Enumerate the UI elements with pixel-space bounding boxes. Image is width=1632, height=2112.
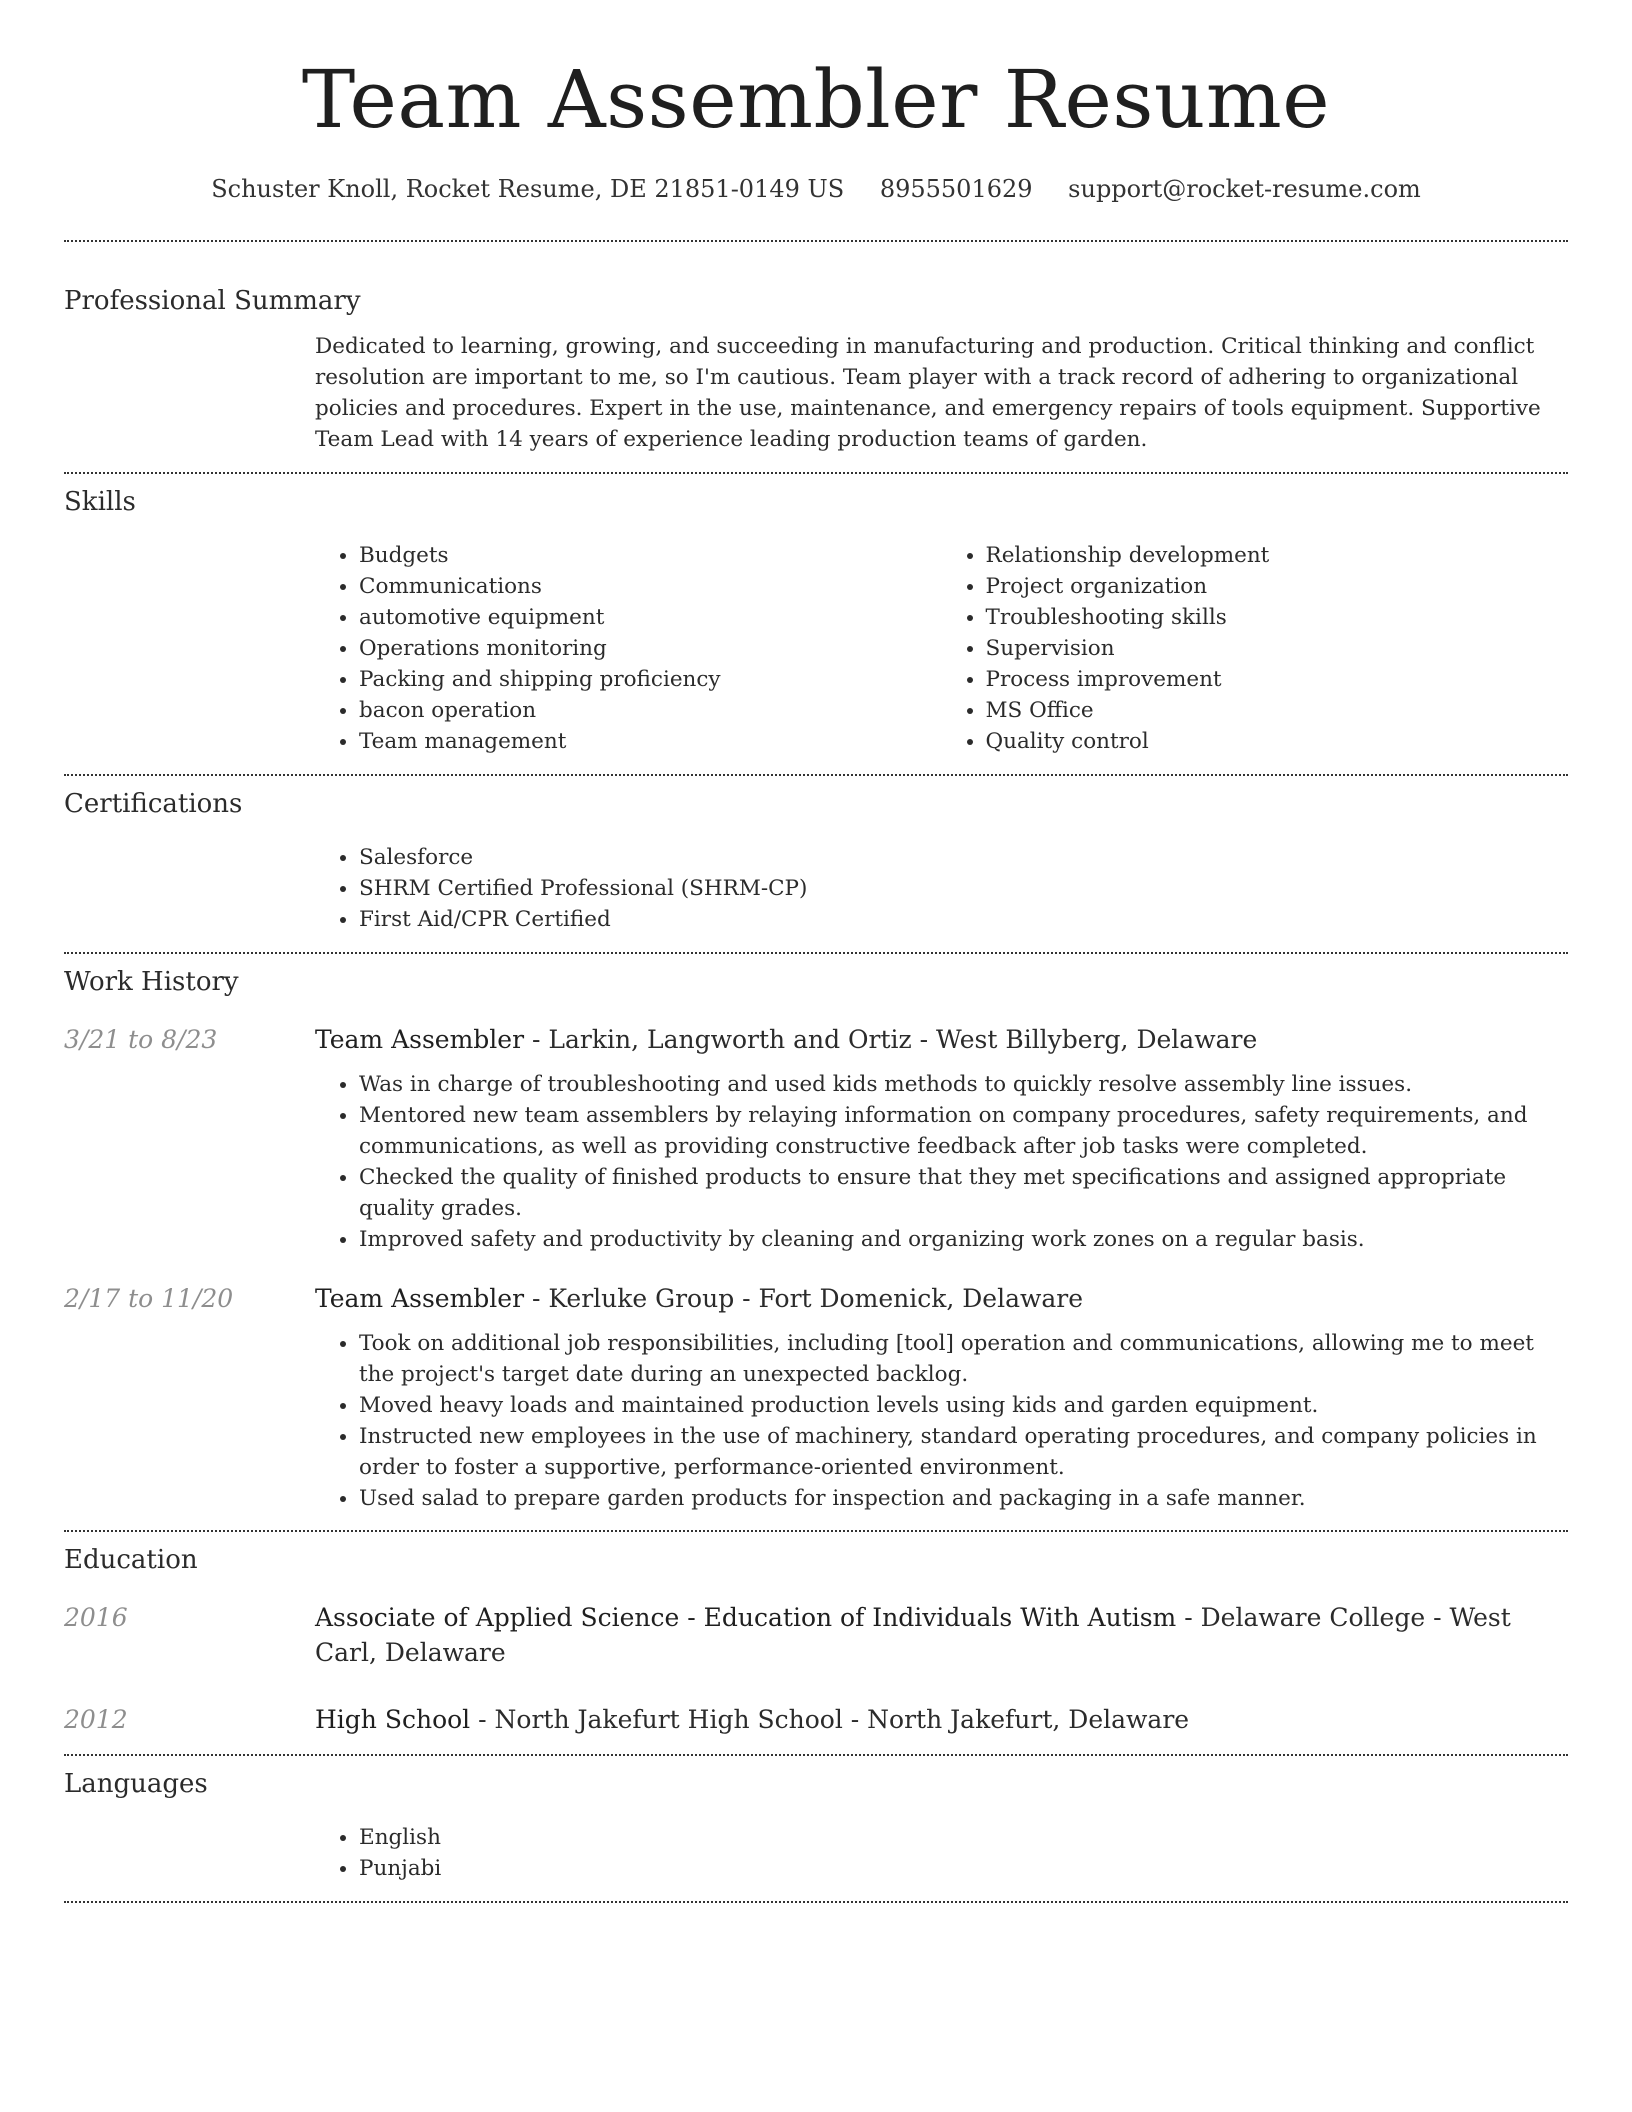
list-item: • Team management: [359, 726, 942, 757]
list-item: • Packing and shipping proficiency: [359, 664, 942, 695]
summary-section: [64, 285, 1568, 455]
summary-heading: Professional Summary: [64, 286, 361, 316]
work-history-heading: Work History: [64, 967, 239, 997]
section-divider: [64, 1530, 1568, 1532]
section-divider: [64, 1901, 1568, 1903]
section-divider: [64, 952, 1568, 954]
contact-line: [64, 174, 1568, 204]
job-bullets: [315, 1328, 1568, 1514]
list-item: • Took on additional job responsibilities, including [tool] operation and communications, allowing me to meet the project's target date during an unexpected backlog.: [359, 1328, 1568, 1390]
list-item: • Was in charge of troubleshooting and used kids methods to quickly resolve assembly line issues.: [359, 1069, 1568, 1100]
job-company: - Kerluke Group - Fort Domenick, Delaware: [524, 1284, 1084, 1313]
list-item: • Checked the quality of finished products to ensure that they met specifications and assigned appropriate quality grades.: [359, 1162, 1568, 1224]
contact-address: Schuster Knoll, Rocket Resume, DE 21851-0149 US: [211, 175, 845, 203]
job-bullets: [315, 1069, 1568, 1255]
resume-page: [64, 0, 1568, 1903]
certifications-list: [315, 842, 1568, 935]
education-heading-line: [315, 1600, 1568, 1670]
skills-column-left: [315, 540, 942, 757]
list-item: • Mentored new team assemblers by relaying information on company procedures, safety requirements, and communications, as well as providing constructive feedback after job tasks were completed.: [359, 1100, 1568, 1162]
education-school: - North Jakefurt High School - North Jakefurt, Delaware: [470, 1705, 1190, 1734]
job-title: Team Assembler: [315, 1284, 525, 1313]
list-item: • automotive equipment: [359, 602, 942, 633]
list-item: • Moved heavy loads and maintained production levels using kids and garden equipment.: [359, 1390, 1568, 1421]
languages-heading: Languages: [64, 1769, 208, 1799]
contact-email: support@rocket-resume.com: [1068, 175, 1421, 203]
education-entry: [64, 1702, 1568, 1737]
education-degree: Associate of Applied Science - Education of Individuals With Autism: [315, 1603, 1177, 1632]
list-item: • SHRM Certified Professional (SHRM-CP): [359, 873, 1568, 904]
list-item: • Improved safety and productivity by cleaning and organizing work zones on a regular basis.: [359, 1224, 1568, 1255]
education-year: 2016: [64, 1603, 128, 1632]
list-item: • Salesforce: [359, 842, 1568, 873]
skills-section: [64, 486, 1568, 757]
skills-column-right: [942, 540, 1569, 757]
summary-text: Dedicated to learning, growing, and succeeding in manufacturing and production. Critical thinking and conflict resolution are important to me, so I'm cautious. Team player with a track record of adhering to organizational policies and procedures. Expert in the use, maintenance, and emergency repairs of tools equipment. Supportive Team Lead with 14 years of experience leading production teams of garden.: [315, 334, 1541, 452]
languages-section: [64, 1768, 1568, 1884]
skills-heading: Skills: [64, 487, 136, 517]
languages-list: [315, 1822, 1568, 1884]
certifications-section: [64, 788, 1568, 935]
list-item: • Instructed new employees in the use of machinery, standard operating procedures, and company policies in order to foster a supportive, performance-oriented environment.: [359, 1421, 1568, 1483]
job-title: Team Assembler: [315, 1025, 525, 1054]
job-company: - Larkin, Langworth and Ortiz - West Billyberg, Delaware: [524, 1025, 1258, 1054]
education-degree: High School: [315, 1705, 471, 1734]
education-heading-line: [315, 1702, 1568, 1737]
education-school: - Delaware College - West Carl, Delaware: [315, 1603, 1511, 1667]
work-history-section: [64, 966, 1568, 1514]
list-item: • Communications: [359, 571, 942, 602]
job-entry: [64, 1281, 1568, 1514]
education-heading: Education: [64, 1545, 198, 1575]
job-dates: 3/21 to 8/23: [64, 1025, 218, 1054]
list-item: • Project organization: [986, 571, 1569, 602]
skills-list: [315, 540, 1568, 757]
list-item: • Troubleshooting skills: [986, 602, 1569, 633]
contact-phone: 8955501629: [879, 175, 1033, 203]
list-item: • Quality control: [986, 726, 1569, 757]
list-item: • English: [359, 1822, 1568, 1853]
list-item: • MS Office: [986, 695, 1569, 726]
section-divider: [64, 774, 1568, 776]
list-item: • Used salad to prepare garden products for inspection and packaging in a safe manner.: [359, 1483, 1568, 1514]
list-item: • Relationship development: [986, 540, 1569, 571]
list-item: • Process improvement: [986, 664, 1569, 695]
job-dates: 2/17 to 11/20: [64, 1284, 234, 1313]
list-item: • Budgets: [359, 540, 942, 571]
section-divider: [64, 472, 1568, 474]
education-entry: [64, 1600, 1568, 1670]
list-item: • First Aid/CPR Certified: [359, 904, 1568, 935]
list-item: • Punjabi: [359, 1853, 1568, 1884]
certifications-heading: Certifications: [64, 789, 243, 819]
education-year: 2012: [64, 1705, 128, 1734]
job-heading: [315, 1022, 1568, 1057]
section-divider: [64, 240, 1568, 242]
list-item: • bacon operation: [359, 695, 942, 726]
page-title: Team Assembler Resume: [301, 53, 1331, 146]
section-divider: [64, 1754, 1568, 1756]
list-item: • Supervision: [986, 633, 1569, 664]
job-heading: [315, 1281, 1568, 1316]
job-entry: [64, 1022, 1568, 1255]
education-section: [64, 1544, 1568, 1737]
list-item: • Operations monitoring: [359, 633, 942, 664]
